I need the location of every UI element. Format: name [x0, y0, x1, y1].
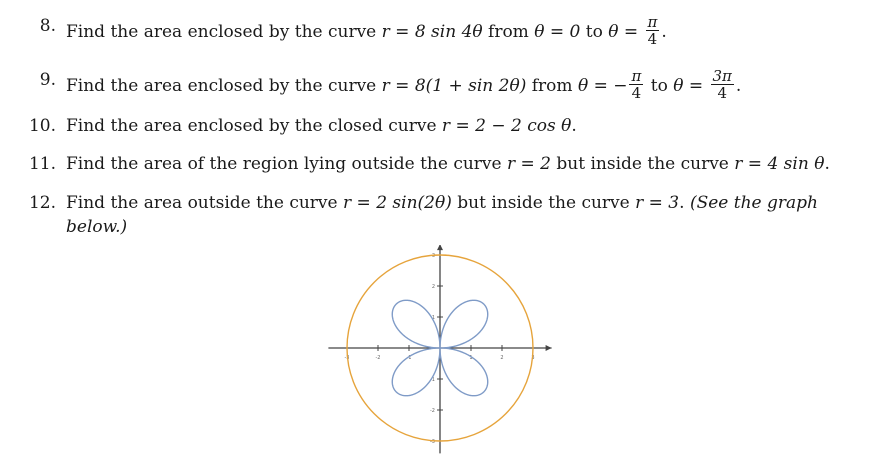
x-axis-arrow [546, 345, 552, 351]
math-expression: r = 2 sin(2θ) [343, 193, 452, 213]
problem-text-b: but inside the curve [551, 154, 735, 174]
y-tick-label: -1 [430, 377, 435, 383]
fraction-numerator: 3π [712, 67, 732, 85]
problem-text [66, 193, 818, 213]
y-tick-label: -3 [430, 439, 435, 445]
problem-note: (See the graph [689, 193, 818, 213]
fraction [711, 68, 734, 101]
math-expression: r = 4 sin θ [734, 154, 825, 174]
problem-text-a: Find the area enclosed by the curve [66, 76, 382, 96]
problem-text-c: to [580, 22, 609, 42]
y-tick-label: -2 [430, 408, 435, 414]
problem-end: . [571, 116, 577, 136]
problem-text-a: Find the area of the region lying outside the curve [66, 154, 507, 174]
problem-end: . [824, 154, 830, 174]
problem-note-continuation: below.) [66, 217, 128, 237]
problem-text-b: from [526, 76, 578, 96]
math-expression: θ = [673, 76, 709, 96]
fraction-denominator: 4 [717, 84, 727, 102]
problem-number: 10. [28, 116, 56, 136]
polar-graph [310, 245, 570, 460]
x-tick-label: -2 [375, 355, 381, 361]
fraction-denominator: 4 [647, 30, 658, 48]
x-tick-label: -3 [344, 355, 350, 361]
math-expression: θ = [608, 22, 644, 42]
fraction-numerator: π [647, 13, 658, 31]
y-tick-label: 3 [431, 253, 435, 259]
fraction [646, 14, 660, 47]
fraction-denominator: 4 [631, 84, 642, 102]
math-expression: r = 2 [507, 154, 551, 174]
math-expression: θ = 0 [534, 22, 581, 42]
problem-text [66, 13, 667, 49]
x-tick-label: 2 [500, 355, 504, 361]
y-tick-label: 2 [431, 284, 435, 290]
problem-number: 8. [39, 16, 56, 36]
x-tick-label: -1 [406, 355, 412, 361]
problem-number: 9. [39, 70, 56, 90]
fraction-numerator: π [631, 67, 642, 85]
math-expression: r = 8 sin 4θ [381, 22, 483, 42]
problem-text-a: Find the area outside the curve [66, 193, 344, 213]
problem-text-a: Find the area enclosed by the curve [66, 22, 382, 42]
y-tick-label: 1 [431, 315, 435, 321]
problem-text-c: . [679, 193, 685, 213]
x-tick-label: 1 [469, 355, 473, 361]
problem-text-b: from [482, 22, 535, 42]
fraction [629, 68, 643, 101]
problem-text [66, 67, 742, 103]
x-tick-label: 3 [531, 355, 535, 361]
math-expression: θ = − [577, 76, 628, 96]
problem-number: 12. [28, 193, 56, 213]
problem-text-c: to [645, 76, 674, 96]
problem-text [66, 154, 830, 174]
problem-end: . [661, 22, 667, 42]
math-expression: r = 8(1 + sin 2θ) [381, 76, 527, 96]
problem-end: . [735, 76, 742, 96]
problem-text [66, 116, 577, 136]
problem-number: 11. [28, 154, 56, 174]
math-expression: r = 2 − 2 cos θ [441, 116, 572, 136]
problem-text-a: Find the area enclosed by the closed curve [66, 116, 442, 136]
math-expression: r = 3 [635, 193, 680, 213]
problem-text-b: but inside the curve [451, 193, 636, 213]
y-axis-arrow [437, 245, 443, 250]
